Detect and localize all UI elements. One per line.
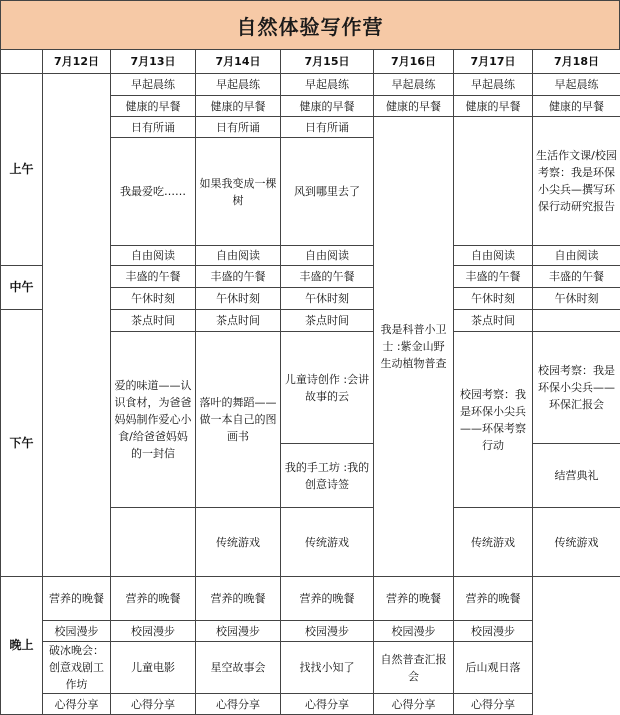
schedule-cell: 茶点时间 — [454, 310, 533, 332]
schedule-cell: 健康的早餐 — [533, 96, 620, 117]
schedule-cell: 校园漫步 — [111, 621, 196, 642]
schedule-cell-d15-pm-a: 儿童诗创作 :会讲故事的云 — [281, 332, 374, 444]
schedule-cell: 健康的早餐 — [196, 96, 281, 117]
schedule-cell: 心得分享 — [374, 694, 454, 715]
schedule-cell: 丰盛的午餐 — [111, 266, 196, 288]
day-header: 7月18日 — [533, 50, 620, 74]
schedule-cell-d13-evening: 儿童电影 — [111, 642, 196, 694]
schedule-cell: 健康的早餐 — [374, 96, 454, 117]
schedule-cell: 健康的早餐 — [454, 96, 533, 117]
schedule-cell: 健康的早餐 — [281, 96, 374, 117]
schedule-cell: 丰盛的午餐 — [454, 266, 533, 288]
schedule-cell-d12-evening: 破冰晚会：创意戏剧工作坊 — [43, 642, 111, 694]
schedule-cell-d15-pm-b: 我的手工坊 :我的创意诗签 — [281, 444, 374, 508]
schedule-cell-d16-evening: 自然普查汇报会 — [374, 642, 454, 694]
schedule-cell-d13-pm: 爱的味道——认识食材，为爸爸妈妈制作爱心小食/给爸爸妈妈的一封信 — [111, 332, 196, 508]
period-noon: 中午 — [1, 266, 43, 310]
schedule-cell: 健康的早餐 — [111, 96, 196, 117]
period-afternoon: 下午 — [1, 310, 43, 577]
empty-cell — [533, 310, 620, 332]
schedule-cell: 传统游戏 — [454, 508, 533, 577]
schedule-cell: 丰盛的午餐 — [533, 266, 620, 288]
schedule-cell: 早起晨练 — [454, 74, 533, 96]
schedule-cell: 午休时刻 — [454, 288, 533, 310]
page-title: 自然体验写作营 — [0, 0, 620, 50]
schedule-cell: 早起晨练 — [111, 74, 196, 96]
schedule-cell: 校园漫步 — [43, 621, 111, 642]
schedule-cell: 校园漫步 — [196, 621, 281, 642]
empty-cell — [43, 74, 111, 577]
schedule-cell-d14: 如果我变成一棵树 — [196, 138, 281, 246]
schedule-cell: 校园漫步 — [454, 621, 533, 642]
table-row — [1, 74, 620, 96]
schedule-cell: 传统游戏 — [196, 508, 281, 577]
schedule-cell: 传统游戏 — [533, 508, 620, 577]
schedule-cell: 营养的晚餐 — [111, 577, 196, 621]
schedule-cell: 茶点时间 — [281, 310, 374, 332]
schedule-cell: 午休时刻 — [281, 288, 374, 310]
schedule-cell: 校园漫步 — [281, 621, 374, 642]
schedule-cell: 校园漫步 — [374, 621, 454, 642]
schedule-cell: 茶点时间 — [111, 310, 196, 332]
schedule-cell-d16: 我是科普小卫士 :紫金山野生动植物普查 — [374, 117, 454, 577]
schedule-cell: 日有所诵 — [111, 117, 196, 138]
schedule-cell: 早起晨练 — [374, 74, 454, 96]
schedule-cell: 心得分享 — [281, 694, 374, 715]
schedule-cell: 午休时刻 — [533, 288, 620, 310]
schedule-cell-d13: 我最爱吃…… — [111, 138, 196, 246]
schedule-cell: 自由阅读 — [111, 246, 196, 266]
schedule-cell: 日有所诵 — [281, 117, 374, 138]
day-header: 7月17日 — [454, 50, 533, 74]
empty-cell — [454, 117, 533, 246]
schedule-cell: 心得分享 — [111, 694, 196, 715]
table-row — [1, 694, 620, 715]
schedule-cell: 午休时刻 — [111, 288, 196, 310]
header-row — [1, 50, 620, 74]
schedule-cell: 营养的晚餐 — [196, 577, 281, 621]
schedule-cell: 自由阅读 — [281, 246, 374, 266]
schedule-cell-d15-evening: 找找小知了 — [281, 642, 374, 694]
schedule-cell-d18-pm-b: 结营典礼 — [533, 444, 620, 508]
schedule-cell: 营养的晚餐 — [43, 577, 111, 621]
schedule-table — [0, 49, 620, 715]
schedule-cell-d14-evening: 星空故事会 — [196, 642, 281, 694]
day-header: 7月12日 — [43, 50, 111, 74]
schedule-cell: 自由阅读 — [454, 246, 533, 266]
schedule-cell: 早起晨练 — [196, 74, 281, 96]
day-header: 7月13日 — [111, 50, 196, 74]
schedule-cell-d17-pm: 校园考察：我是环保小尖兵——环保考察行动 — [454, 332, 533, 508]
table-row — [1, 621, 620, 642]
schedule-cell: 早起晨练 — [533, 74, 620, 96]
table-row — [1, 577, 620, 621]
schedule-cell: 丰盛的午餐 — [281, 266, 374, 288]
schedule-cell: 自由阅读 — [196, 246, 281, 266]
schedule-cell-d18: 生活作文课/校园考察：我是环保小尖兵—撰写环保行动研究报告 — [533, 117, 620, 246]
schedule-cell-d18-pm-a: 校园考察：我是环保小尖兵——环保汇报会 — [533, 332, 620, 444]
schedule-cell: 丰盛的午餐 — [196, 266, 281, 288]
table-row — [1, 642, 620, 694]
schedule-cell: 自由阅读 — [533, 246, 620, 266]
schedule-cell: 营养的晚餐 — [454, 577, 533, 621]
schedule-cell: 传统游戏 — [281, 508, 374, 577]
schedule-cell: 日有所诵 — [196, 117, 281, 138]
period-morning: 上午 — [1, 74, 43, 266]
schedule-cell-d17-evening: 后山观日落 — [454, 642, 533, 694]
schedule-cell-d14-pm: 落叶的舞蹈——做一本自己的图画书 — [196, 332, 281, 508]
corner-cell — [1, 50, 43, 74]
schedule-cell: 早起晨练 — [281, 74, 374, 96]
schedule-cell: 营养的晚餐 — [374, 577, 454, 621]
period-evening: 晚上 — [1, 577, 43, 715]
schedule-cell: 营养的晚餐 — [281, 577, 374, 621]
day-header: 7月14日 — [196, 50, 281, 74]
schedule-cell: 心得分享 — [43, 694, 111, 715]
schedule-cell: 心得分享 — [196, 694, 281, 715]
schedule-cell — [111, 508, 196, 577]
schedule-cell-d15: 风到哪里去了 — [281, 138, 374, 246]
day-header: 7月15日 — [281, 50, 374, 74]
day-header: 7月16日 — [374, 50, 454, 74]
schedule-cell: 心得分享 — [454, 694, 533, 715]
schedule-cell: 茶点时间 — [196, 310, 281, 332]
schedule-cell: 午休时刻 — [196, 288, 281, 310]
